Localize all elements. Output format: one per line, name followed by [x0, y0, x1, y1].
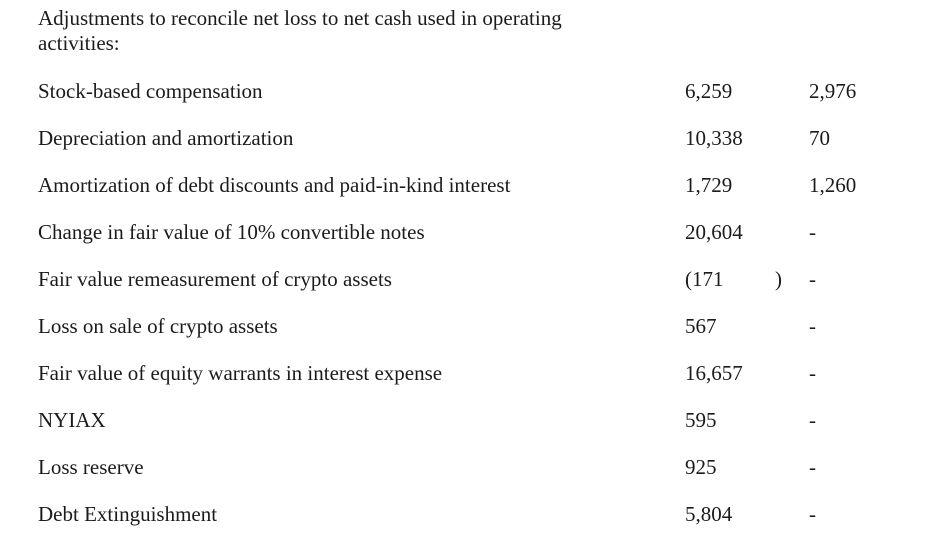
row-paren-close: ): [775, 267, 782, 291]
table-row: [38, 303, 950, 350]
table-row: [38, 209, 950, 256]
table-row: [38, 491, 950, 533]
table-row: [38, 68, 950, 115]
table-row: [38, 162, 950, 209]
row-amount-col1: 5,804: [685, 502, 733, 526]
row-label: Loss on sale of crypto assets: [38, 314, 278, 338]
row-label: Amortization of debt discounts and paid-in-kind interest: [38, 173, 511, 197]
row-amount-col2: 1,260: [809, 173, 857, 197]
row-amount-col2: -: [809, 455, 816, 479]
row-amount-col2: 2,976: [809, 79, 857, 103]
row-amount-col1: 595: [685, 408, 717, 432]
row-label: Debt Extinguishment: [38, 502, 218, 526]
row-label: Stock-based compensation: [38, 79, 263, 103]
row-amount-col2: 70: [809, 126, 830, 150]
table-row: [38, 115, 950, 162]
row-amount-col1: 6,259: [685, 79, 733, 103]
row-amount-col2: -: [809, 220, 816, 244]
row-amount-col1: 925: [685, 455, 717, 479]
row-amount-col2: -: [809, 267, 816, 291]
row-label: NYIAX: [38, 408, 106, 432]
row-label: Depreciation and amortization: [38, 126, 294, 150]
row-amount-col2: -: [809, 314, 816, 338]
row-amount-col1: (171: [685, 267, 724, 291]
table-row: [38, 397, 950, 444]
table-row: [38, 444, 950, 491]
row-amount-col1: 16,657: [685, 361, 743, 385]
table-row: [38, 256, 950, 303]
row-amount-col2: -: [809, 361, 816, 385]
row-label: Change in fair value of 10% convertible notes: [38, 220, 425, 244]
row-amount-col2: -: [809, 502, 816, 526]
row-label: Fair value remeasurement of crypto assets: [38, 267, 392, 291]
row-amount-col1: 10,338: [685, 126, 743, 150]
row-label: Fair value of equity warrants in interest expense: [38, 361, 443, 385]
table-row: [38, 350, 950, 397]
row-label: Loss reserve: [38, 455, 144, 479]
row-amount-col1: 1,729: [685, 173, 733, 197]
adjustments-table: [38, 68, 950, 533]
section-heading: Adjustments to reconcile net loss to net cash used in operating activities:: [38, 6, 562, 55]
row-amount-col1: 20,604: [685, 220, 743, 244]
row-amount-col2: -: [809, 408, 816, 432]
row-amount-col1: 567: [685, 314, 717, 338]
